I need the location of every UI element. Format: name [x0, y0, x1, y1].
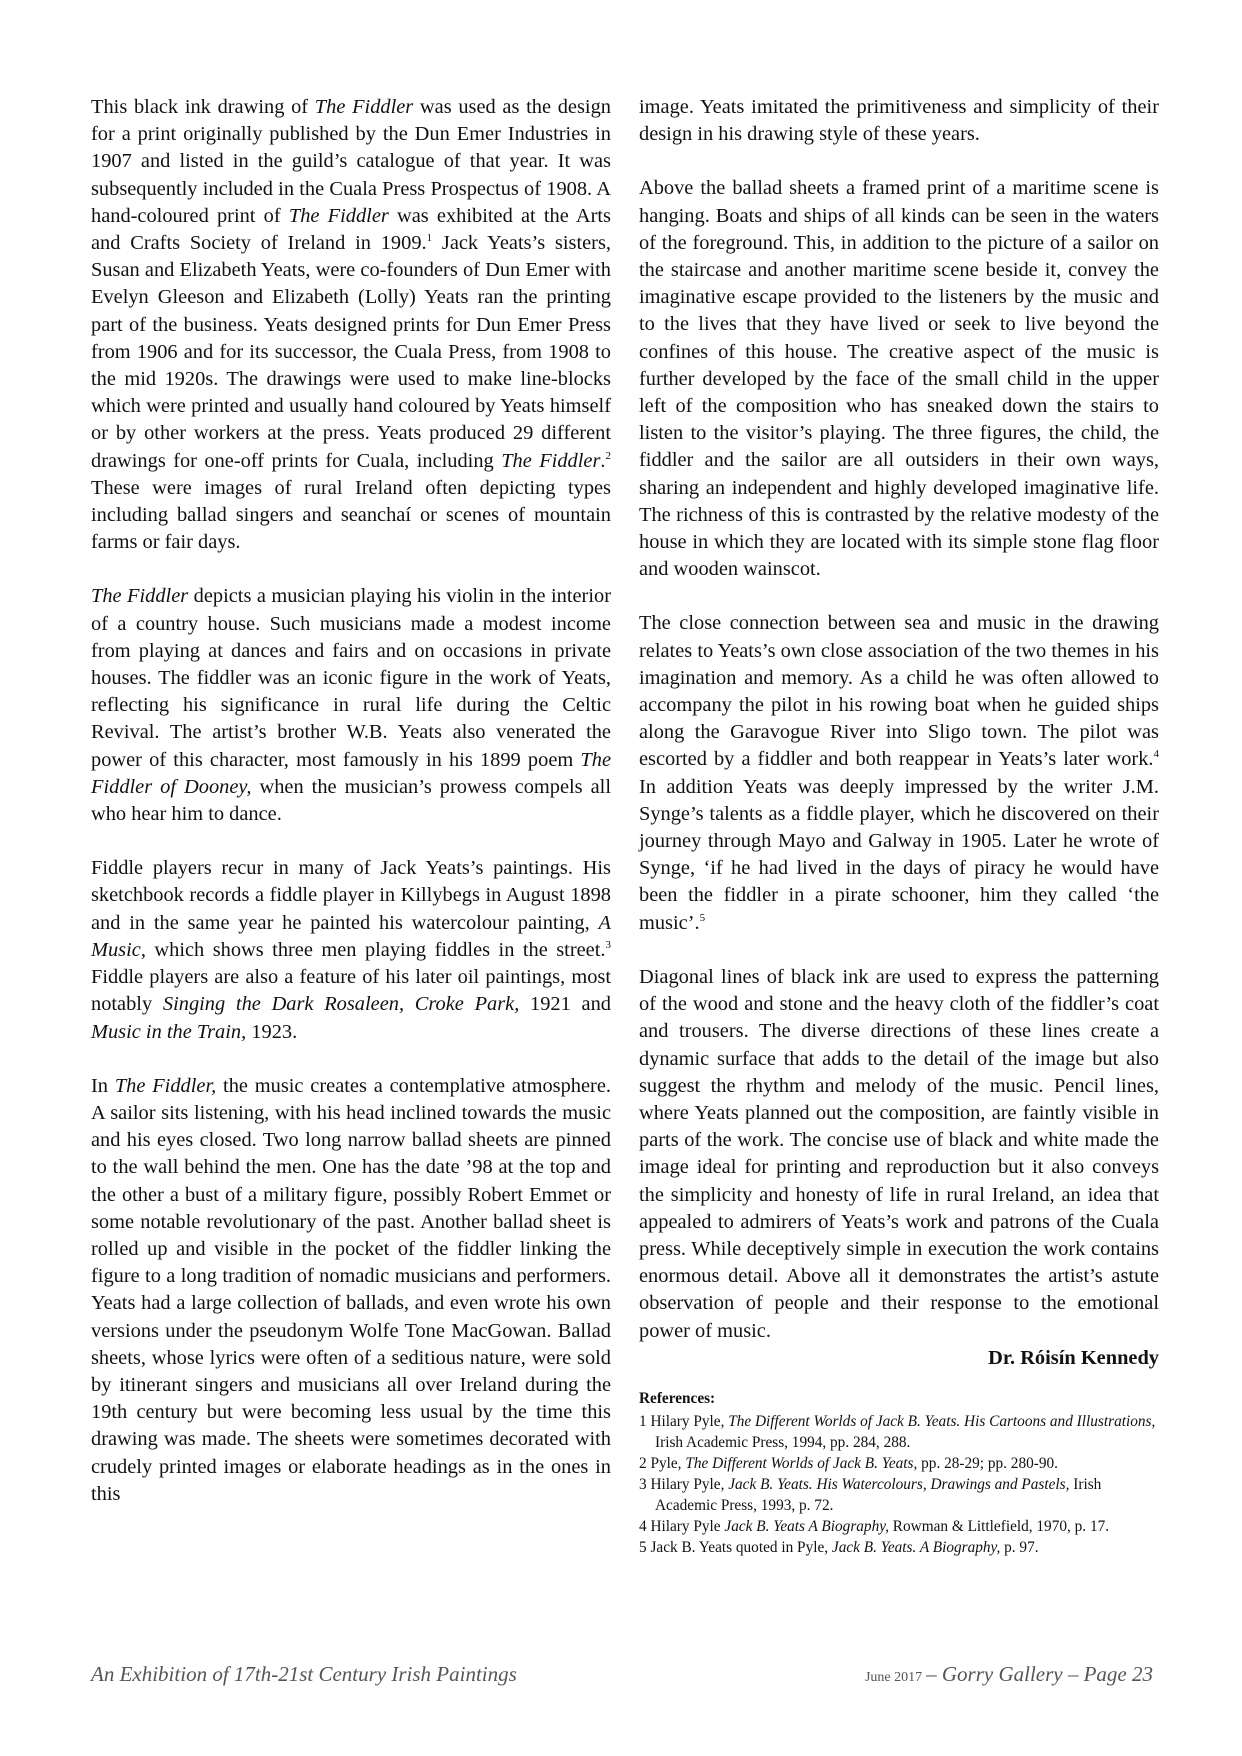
paragraph: The close connection between sea and music in the drawing relates to Yeats’s own close association of the two themes in his imagination and memory. As a child he was often allowed to accompany the pilot in his rowing boat when he guided ships along the Garavogue River into Sligo town. The pilot was escorted by a fiddler and both reappear in Yeats’s later work.$^4$ In addition Yeats was deeply impressed by the writer J.M. Synge’s talents as a fiddle player, which he discovered on their journey through Mayo and Galway in 1905. Later he wrote of Synge, ‘if he had lived in the days of piracy he would have been the fiddler in a pirate schooner, him they called ‘the music’.$^5$ [639, 612, 1159, 934]
paragraph: This black ink drawing of The Fiddler was used as the design for a print originally published by the Dun Emer Industries in 1907 and listed in the guild’s catalogue of that year. It was subsequently included in the Cuala Press Prospectus of 1908. A hand-coloured print of The Fiddler was exhibited at the Arts and Crafts Society of Ireland in 1909.$^1$ Jack Yeats’s sisters, Susan and Elizabeth Yeats, were co-founders of Dun Emer with Evelyn Gleeson and Elizabeth (Lolly) Yeats ran the printing part of the business. Yeats designed prints for Dun Emer Press from 1906 and for its successor, the Cuala Press, from 1908 to the mid 1920s. The drawings were used to make line-blocks which were printed and usually hand coloured by Yeats himself or by other workers at the press. Yeats produced 29 different drawings for one-off prints for Cuala, including The Fiddler.$^2$ These were images of rural Ireland often depicting types including ballad singers and seanchaí or scenes of mountain farms or fair days. [91, 96, 611, 554]
author-signature: Dr. Róisín Kennedy [988, 1346, 1159, 1369]
left-column [91, 94, 611, 1508]
gallery-page-label: – Gorry Gallery – Page 23 [926, 1662, 1153, 1686]
paragraph: The Fiddler depicts a musician playing his violin in the interior of a country house. Such musicians made a modest income from playing at dances and fairs and on occasions in private houses. The fiddler was an iconic figure in the work of Yeats, reflecting his significance in rural life during the Celtic Revival. The artist’s brother W.B. Yeats also venerated the power of this character, most famously in his 1899 poem The Fiddler of Dooney, when the musician’s prowess compels all who hear him to dance. [91, 585, 612, 826]
reference-item: 4 Hilary Pyle Jack B. Yeats A Biography, Rowman & Littlefield, 1970, p. 17. [639, 1517, 1110, 1535]
references [639, 1388, 1159, 1558]
references-title: References: [639, 1389, 716, 1407]
paragraph: Fiddle players recur in many of Jack Yeats’s paintings. His sketchbook records a fiddle player in Killybegs in August 1898 and in the same year he painted his watercolour painting, A Music, which shows three men playing fiddles in the street.$^3$ Fiddle players are also a feature of his later oil paintings, most notably Singing the Dark Rosaleen, Croke Park, 1921 and Music in the Train, 1923. [91, 857, 611, 1043]
exhibition-title: An Exhibition of 17th-21st Century Irish Paintings [91, 1662, 517, 1686]
footer-right [865, 1662, 1153, 1687]
reference-item: 3 Hilary Pyle, Jack B. Yeats. His Watercolours, Drawings and Pastels, Irish Academic Press, 1993, p. 72. [639, 1475, 1102, 1514]
reference-item: 1 Hilary Pyle, The Different Worlds of Jack B. Yeats. His Cartoons and Illustrations, Irish Academic Press, 1994, pp. 284, 288. [639, 1412, 1156, 1451]
reference-list [639, 1411, 1159, 1558]
paragraph: Diagonal lines of black ink are used to express the patterning of the wood and stone and the heavy cloth of the fiddler’s coat and trousers. The diverse directions of these lines create a dynamic surface that adds to the detail of the image but also suggest the rhythm and melody of the music. Pencil lines, where Yeats planned out the composition, are faintly visible in parts of the work. The concise use of black and white made the image ideal for printing and reproduction but it also conveys the simplicity and honesty of life in rural Ireland, an idea that appealed to admirers of Yeats’s work and patrons of the Cuala press. While deceptively simple in execution the work contains enormous detail. Above all it demonstrates the artist’s astute observation of people and their response to the emotional power of music. [639, 965, 1159, 1342]
paragraph: In The Fiddler, the music creates a contemplative atmosphere. A sailor sits listening, with his head inclined towards the music and his eyes closed. Two long narrow ballad sheets are pinned to the wall behind the men. One has the date ’98 at the top and the other a bust of a military figure, possibly Robert Emmet or some notable revolutionary of the past. Another ballad sheet is rolled up and visible in the pocket of the fiddler linking the figure to a long tradition of nomadic musicians and performers. Yeats had a large collection of ballads, and even wrote his own versions under the pseudonym Wolfe Tone MacGowan. Ballad sheets, whose lyrics were often of a seditious nature, were sold by itinerant singers and musicians all over Ireland during the 19th century but were becoming less usual by the time this drawing was made. The sheets were sometimes decorated with crudely printed images or elaborate headings as in the ones in this [91, 1074, 611, 1505]
issue-date: June 2017 [864, 1670, 923, 1685]
reference-item: 5 Jack B. Yeats quoted in Pyle, Jack B. Yeats. A Biography, p. 97. [639, 1538, 1039, 1556]
paragraph: Above the ballad sheets a framed print of a maritime scene is hanging. Boats and ships of all kinds can be seen in the waters of the foreground. This, in addition to the picture of a sailor on the staircase and another maritime scene beside it, convey the imaginative escape provided to the listeners by the music and to the lives that they have lived or seek to live beyond the confines of this house. The creative aspect of the music is further developed by the face of the small child in the upper left of the composition who has sneaked down the stairs to listen to the visitor’s playing. The three figures, the child, the fiddler and the sailor are all outsiders in their own ways, sharing an independent and highly developed imaginative life. The richness of this is contrasted by the relative modesty of the house in which they are located with its simple stone flag floor and wooden wainscot. [639, 177, 1159, 581]
reference-item: 2 Pyle, The Different Worlds of Jack B. Yeats, pp. 28-29; pp. 280-90. [639, 1454, 1058, 1472]
paragraph: image. Yeats imitated the primitiveness and simplicity of their design in his drawing style of these years. [639, 96, 1159, 146]
right-column [639, 94, 1159, 1558]
